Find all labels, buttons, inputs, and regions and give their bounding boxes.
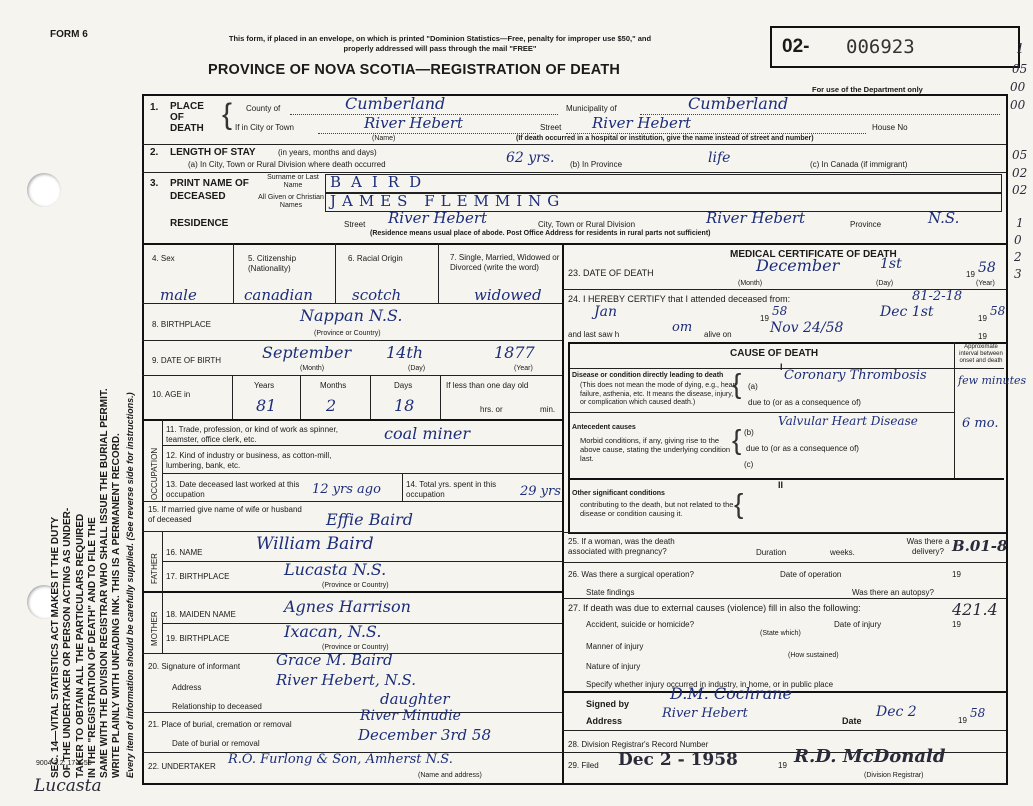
disease-note: (This does not mean the mode of dying, e.g., heart failure, asthenia, etc. It means the disease, injury, or complication which caused death.) [580,382,737,406]
rule-4c [438,243,439,303]
attended-year-from: 58 [772,304,788,318]
interval-b: 6 mo. [962,416,999,431]
rule-9 [162,445,562,446]
rule-14 [142,591,562,593]
med-date-label: Date [842,716,862,726]
sex-value: male [160,286,197,304]
age-label: 10. AGE in [152,390,191,399]
duration-label: Duration [756,548,787,557]
age-div-2 [300,375,301,419]
spouse-label: 15. If married give name of wife or husband of deceased [148,505,302,524]
a-label: (a) [748,382,758,391]
side-line-7: Every item of information should be carefully supplied. (See reverse side for instructions.) [124,392,135,778]
department-use-note: For use of the Department only [812,85,923,94]
accident-label: Accident, suicide or homicide? [586,620,695,629]
margin-code: 05 [1012,148,1028,162]
registrar-sub: (Division Registrar) [864,772,924,779]
last-saw-suffix: om [672,320,693,335]
occ-mid-rule [402,473,403,501]
dob-sub-month: (Month) [300,365,325,372]
mother-birth-value: Ixacan, N.S. [284,622,382,641]
margin-code: 00 [1010,80,1026,94]
informant-sig-label: 20. Signature of informant [148,662,241,671]
side-line-2: OF THE UNDERTAKER OR PERSON ACTING AS UNDER- [62,507,74,778]
disease-brace: { [732,368,742,399]
birthplace-label: 8. BIRTHPLACE [152,320,211,329]
citizenship-label: 5. Citizenship (Nationality) [248,254,297,273]
residence-province-label: Province [850,220,882,229]
residence-province-value: N.S. [928,209,960,227]
attended-to: Dec 1st [880,304,934,320]
interval-a: few minutes [958,374,1027,387]
med-date-year: 58 [970,706,986,720]
dob-sub-day: (Day) [408,365,426,372]
marital-value: widowed [474,286,542,304]
total-years-value: 29 yrs [520,484,561,499]
burial-date-value: December 3rd 58 [358,726,491,744]
rule-4b [335,243,336,303]
origin-value: scotch [352,286,402,304]
relationship-value: daughter [380,690,450,708]
days-label: Days [394,381,413,390]
age-months: 2 [326,396,337,415]
stay-canada-label: (c) In Canada (if immigrant) [810,160,908,169]
other-note: contributing to the death, but not related to the disease or condition causing it. [580,500,734,518]
interval-rule [954,342,955,478]
rule-7 [142,375,562,376]
filed-19: 19 [778,761,787,770]
age-div-3 [370,375,371,419]
sex-label: 4. Sex [152,254,175,263]
county-value: Cumberland [345,94,446,113]
informant-address-value: River Hebert, N.S. [276,671,416,689]
signed-value: D.M. Cochrane [670,684,792,703]
surname-value: BAIRD [330,173,432,191]
alive-on-value: Nov 24/58 [770,320,844,336]
injury-19: 19 [952,620,961,629]
side-line-4: IN THE "REGISTRATION OF DEATH" AND TO FILE THE [86,517,98,778]
alive-19: 19 [978,332,987,341]
informant-address-label: Address [172,683,202,692]
rule-1 [142,144,1006,145]
hrs-label: hrs. or [480,405,503,414]
stay-city-value: 62 yrs. [506,150,555,166]
med-date-19: 19 [958,716,967,725]
citizenship-value: canadian [244,286,313,304]
origin-label: 6. Racial Origin [348,254,403,263]
due-to-1: due to (or as a consequence of) [748,398,861,407]
cause-a: Coronary Thrombosis [784,368,927,383]
lt-day-label: If less than one day old [446,381,529,390]
c-label: (c) [744,460,754,469]
margin-note: Lucasta [34,776,102,796]
municipality-label: Municipality of [566,104,617,113]
page-title: PROVINCE OF NOVA SCOTIA—REGISTRATION OF DEATH [208,62,621,78]
roman-two: II [778,480,784,490]
other-label: Other significant conditions [572,490,665,497]
b-label: (b) [744,428,754,437]
burial-date-label: Date of burial or removal [172,739,260,748]
side-line-3: TAKER TO OBTAIN ALL THE PARTICULARS REQUIRED [74,513,86,778]
form-code: 9004-3.2: 17-6-55 [36,760,92,767]
relationship-label: Relationship to deceased [172,702,262,711]
rule-6 [142,340,562,341]
rule-8 [142,419,562,421]
dod-day-sub: (Day) [876,280,894,287]
birthplace-value: Nappan N.S. [300,306,403,325]
form-number: FORM 6 [50,29,88,40]
industry-label: 12. Kind of industry or business, as cotton-mill, lumbering, bank, etc. [166,451,332,470]
margin-code: 02 [1012,183,1028,197]
q25-label: 25. If a woman, was the death associated with pregnancy? [568,537,675,556]
burial-value: River Minudie [360,708,461,724]
undertaker-sub: (Name and address) [418,772,482,779]
rule-5 [142,303,562,304]
last-worked-value: 12 yrs ago [312,482,381,497]
medical-title: MEDICAL CERTIFICATE OF DEATH [730,249,897,260]
rule-m6 [562,730,1006,731]
delivery-code: B.01-8 [952,537,1008,555]
rule-m4 [562,598,1006,599]
mother-side-rule [162,591,163,653]
antecedent-label: Antecedent causes [572,424,636,431]
city-value: River Hebert [364,114,464,132]
age-div-1 [232,375,233,419]
mother-name-value: Agnes Harrison [284,597,411,616]
dod-month-sub: (Month) [738,280,763,287]
side-instructions [50,388,136,778]
father-name-value: William Baird [256,534,374,554]
dob-year: 1877 [494,343,535,362]
mail-notice: This form, if placed in an envelope, on which is printed "Dominion Statistics—Free, penalty for improper use $50," and properly addressed will pass through the mail "FREE" [228,34,652,53]
specify-label: Specify whether injury occurred in industry, in home, or in public place [586,680,834,689]
last-saw-label: and last saw h [568,330,620,339]
disease-label: Disease or condition directly leading to death [572,372,724,379]
stay-no: 2. [150,147,159,158]
cause-title: CAUSE OF DEATH [730,348,819,359]
autopsy-label: Was there an autopsy? [852,588,934,597]
age-div-4 [440,375,441,419]
med-date-value: Dec 2 [876,704,917,720]
rule-m2 [562,532,1006,533]
stay-label: LENGTH OF STAY [170,147,256,158]
stay-sub: (in years, months and days) [278,148,377,157]
side-line-5: SAME WITH THE DIVISION REGISTRAR WHO SHALL ISSUE THE BURIAL PERMIT. [99,388,111,778]
op-19: 19 [952,570,961,579]
municipality-line [640,114,1000,115]
margin-code: 1 [1016,42,1025,57]
state-which: (State which) [760,630,801,637]
birthplace-sub: (Province or Country) [314,330,381,337]
weeks-label: weeks. [830,548,855,557]
father-side-label: FATHER [150,553,159,584]
stay-province-label: (b) In Province [570,160,623,169]
surname-label: Surname or Last Name [267,174,319,189]
total-years-label: 14. Total yrs. spent in this occupation [406,480,497,499]
age-days: 18 [394,396,415,415]
street-label: Street [540,123,562,132]
margin-code: 1 [1016,216,1024,230]
due-to-2: due to (or as a consequence of) [746,444,859,453]
mother-side-label: MOTHER [150,611,159,646]
name-sub: (Name) [372,135,396,142]
attended-19b: 19 [978,314,987,323]
frame-bottom [142,783,1008,785]
father-birth-value: Lucasta N.S. [284,560,387,579]
dob-sub-year: (Year) [514,365,533,372]
interval-label: Approximate interval between onset and death [959,344,1003,364]
last-worked-label: 13. Date deceased last worked at this occupation [166,480,300,499]
place-brace: { [222,98,233,131]
attended-year-to: 58 [990,304,1006,318]
registration-number-box [770,26,1020,68]
residence-note: (Residence means usual place of abode. Post Office Address for residents in rural parts not sufficient) [370,230,711,237]
spouse-value: Effie Baird [326,510,413,529]
dob-label: 9. DATE OF BIRTH [152,356,222,365]
cause-rule-2 [570,478,1004,480]
residence-label: RESIDENCE [170,218,229,229]
certify-label: 24. I HEREBY CERTIFY that I attended deceased from: [568,294,791,304]
signed-label: Signed by [586,699,630,709]
rule-11 [142,501,562,502]
nature-label: Nature of injury [586,662,641,671]
op-date-label: Date of operation [780,570,842,579]
stay-city-label: (a) In City, Town or Rural Division where death occurred [188,160,386,169]
city-line [318,133,536,134]
punch-hole-top [27,173,61,207]
other-brace: { [734,488,744,519]
dod-year-sub: (Year) [976,280,995,287]
trade-label: 11. Trade, profession, or kind of work as spinner, teamster, office clerk, etc. [166,425,338,444]
mother-birth-label: 19. BIRTHPLACE [166,634,230,643]
undertaker-value: R.O. Furlong & Son, Amherst N.S. [228,752,453,767]
place-no: 1. [150,102,159,113]
informant-sig-value: Grace M. Baird [276,651,393,669]
registration-number: 006923 [846,36,915,58]
min-label: min. [540,405,556,414]
stay-province-value: life [708,150,731,166]
dob-day: 14th [386,343,424,362]
age-years: 81 [256,396,277,415]
alive-on-label: alive on [704,330,732,339]
state-findings: State findings [586,588,635,597]
dob-month: September [262,343,352,362]
margin-code: 02 [1012,166,1028,180]
frame-top [142,94,1008,96]
municipality-value: Cumberland [688,94,789,113]
house-label: House No [872,123,908,132]
dod-label: 23. DATE OF DEATH [568,268,654,278]
injury-date-label: Date of injury [834,620,882,629]
certify-serial: 81-2-18 [912,289,963,304]
dod-day: 1st [880,256,902,272]
q28-label: 28. Division Registrar's Record Number [568,740,709,749]
mother-name-label: 18. MAIDEN NAME [166,610,236,619]
years-label: Years [254,381,275,390]
registration-prefix: 02- [782,36,810,57]
dod-month: December [756,256,840,275]
street-value: River Hebert [592,114,692,132]
rule-3 [142,243,1006,245]
rule-10 [162,473,562,474]
hospital-note: (If death occurred in a hospital or institution, give the name instead of street and number) [516,135,814,142]
rule-17 [142,712,562,713]
rule-m3 [562,562,1006,563]
given-value: JAMES FLEMMING [330,192,566,210]
city-label: If in City or Town [235,123,294,132]
residence-city-label: City, Town or Rural Division [538,220,636,229]
margin-code: 0 [1014,233,1022,247]
antecedent-brace: { [732,424,742,455]
q27-label: 27. If death was due to external causes (violence) fill in also the following: [568,603,861,613]
manner-label: Manner of injury [586,642,644,651]
cause-b: Valvular Heart Disease [778,414,918,428]
residence-street-label: Street [344,220,366,229]
county-label: County of [246,104,281,113]
occupation-side-label: OCCUPATION [150,447,159,500]
undertaker-label: 22. UNDERTAKER [148,762,216,771]
med-address-label: Address [586,716,623,726]
place-label: PLACE OF DEATH [170,101,204,134]
residence-street-value: River Hebert [388,209,488,227]
occ-side-rule [162,419,163,501]
margin-code: 2 [1014,250,1022,264]
how-sustained: (How sustained) [788,652,839,659]
roman-one: I [780,362,783,372]
dod-year-prefix: 19 [966,270,975,279]
street-line [566,133,866,134]
external-code: 421.4 [952,600,998,619]
given-label: All Given or Christian Names [258,194,324,209]
column-divider [562,243,564,783]
med-address-value: River Hebert [662,706,748,721]
margin-code: 05 [1012,62,1028,76]
filed-value: Dec 2 - 1958 [618,750,738,770]
marital-label: 7. Single, Married, Widowed or Divorced (write the word) [450,253,560,272]
rule-4a [233,243,234,303]
q26-label: 26. Was there a surgical operation? [568,570,694,579]
registrar-signature: R.D. McDonald [794,746,946,767]
cause-rule-1 [570,412,954,413]
father-prov-sub: (Province or Country) [322,582,389,589]
residence-city-value: River Hebert [706,209,806,227]
q29-label: 29. Filed [568,761,599,770]
mother-prov-sub: (Province or Country) [322,644,389,651]
attended-19a: 19 [760,314,769,323]
side-line-6: WRITE PLAINLY WITH UNFADING INK. THIS IS A PERMANENT RECORD. [111,433,123,778]
side-line-1: SEC. 14—VITAL STATISTICS ACT MAKES IT THE DUTY [50,516,61,778]
deceased-label: PRINT NAME OF DECEASED [170,178,249,202]
burial-label: 21. Place of burial, cremation or removal [148,720,292,729]
delivery-label: Was there a delivery? [906,537,950,556]
trade-value: coal miner [384,424,471,443]
months-label: Months [320,381,347,390]
rule-2 [142,172,1006,173]
antecedent-note: Morbid conditions, if any, giving rise to the above cause, stating the underlying condition last. [580,436,731,463]
margin-code: 00 [1010,98,1026,112]
attended-from: Jan [594,304,617,320]
frame-left [142,94,144,784]
rule-12 [142,531,562,532]
dod-year: 58 [978,260,996,276]
deceased-no: 3. [150,178,159,189]
margin-code: 3 [1014,267,1022,281]
father-name-label: 16. NAME [166,548,203,557]
father-birth-label: 17. BIRTHPLACE [166,572,230,581]
